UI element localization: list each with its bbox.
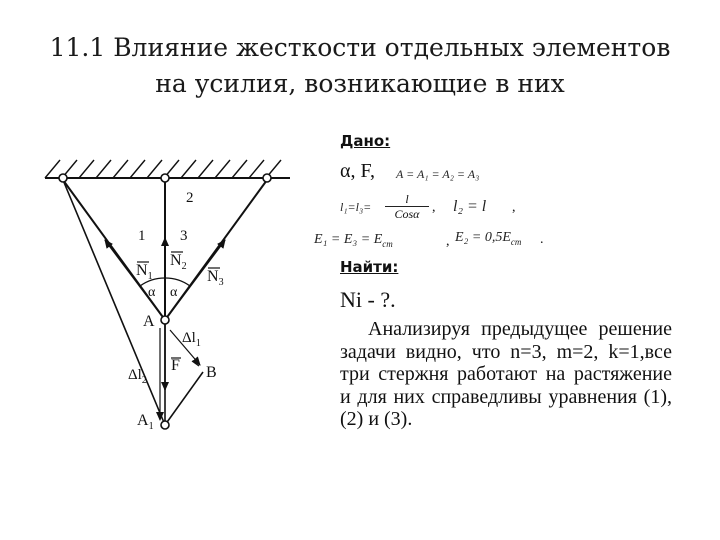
displaced-rod-1: [63, 180, 165, 425]
find-heading: Найти:: [340, 258, 399, 276]
node-A1-label: $A_1$: [137, 412, 154, 433]
hinge-middle: [161, 174, 169, 182]
comma-1: ,: [432, 200, 436, 215]
angle-arc-right: [165, 278, 190, 286]
fraction-denominator: Cosα: [394, 207, 420, 221]
fraction-numerator: l: [385, 192, 429, 207]
analysis-paragraph: [340, 318, 672, 431]
hinge-left: [59, 174, 67, 182]
find-item: Ni - ?.: [340, 287, 396, 312]
formula-E2: $E_2 = 0,5E_{cm}$: [455, 230, 522, 247]
rod-3-label: 3: [180, 228, 188, 244]
F-label: F: [171, 357, 180, 374]
node-A1: [161, 421, 169, 429]
formula-fraction: [385, 192, 429, 221]
formula-len13: l₁=l₃=: [340, 200, 372, 214]
rod-1-label: 1: [138, 228, 146, 244]
hinge-right: [263, 174, 271, 182]
node-B-label: B: [206, 364, 217, 381]
dl2-label: $\Delta l_2$: [128, 367, 147, 386]
rod-2-label: 2: [186, 190, 194, 206]
title-line-2: на усилия, возникающие в них: [155, 69, 565, 98]
comma-2: ,: [512, 200, 516, 215]
formula-l2: l₂ = l: [453, 198, 487, 215]
alpha-left-label: α: [148, 285, 156, 300]
N1-label: $N_1$: [136, 262, 153, 283]
analysis-text: Анализируя предыдущее решение задачи видно, что n=3, m=2, k=1,все три стержня работают на растяжение и для них справедливы уравнения (1), (2) и (3).: [340, 318, 672, 430]
N3-label: $N_3$: [207, 268, 224, 289]
N2-label: $N_2$: [170, 252, 187, 273]
node-A: [161, 316, 169, 324]
title-line-1: 11.1 Влияние жесткости отдельных элементов: [49, 33, 671, 62]
comma-4: .: [540, 232, 544, 247]
formula-E13: $E_1 = E_3 = E_{cm}$: [314, 232, 393, 249]
node-A-label: A: [143, 313, 155, 330]
alpha-right-label: α: [170, 285, 178, 300]
formula-area: A = A₁ = A₂ = A₃: [396, 167, 480, 181]
given-heading: Дано:: [340, 132, 391, 150]
dl1-label: $\Delta l_1$: [182, 330, 201, 349]
displaced-rod-3: [165, 372, 203, 425]
given-alpha-F: α, F,: [340, 160, 375, 182]
comma-3: ,: [446, 234, 450, 249]
arrow-N1: [105, 240, 162, 316]
truss-diagram: [0, 0, 340, 460]
